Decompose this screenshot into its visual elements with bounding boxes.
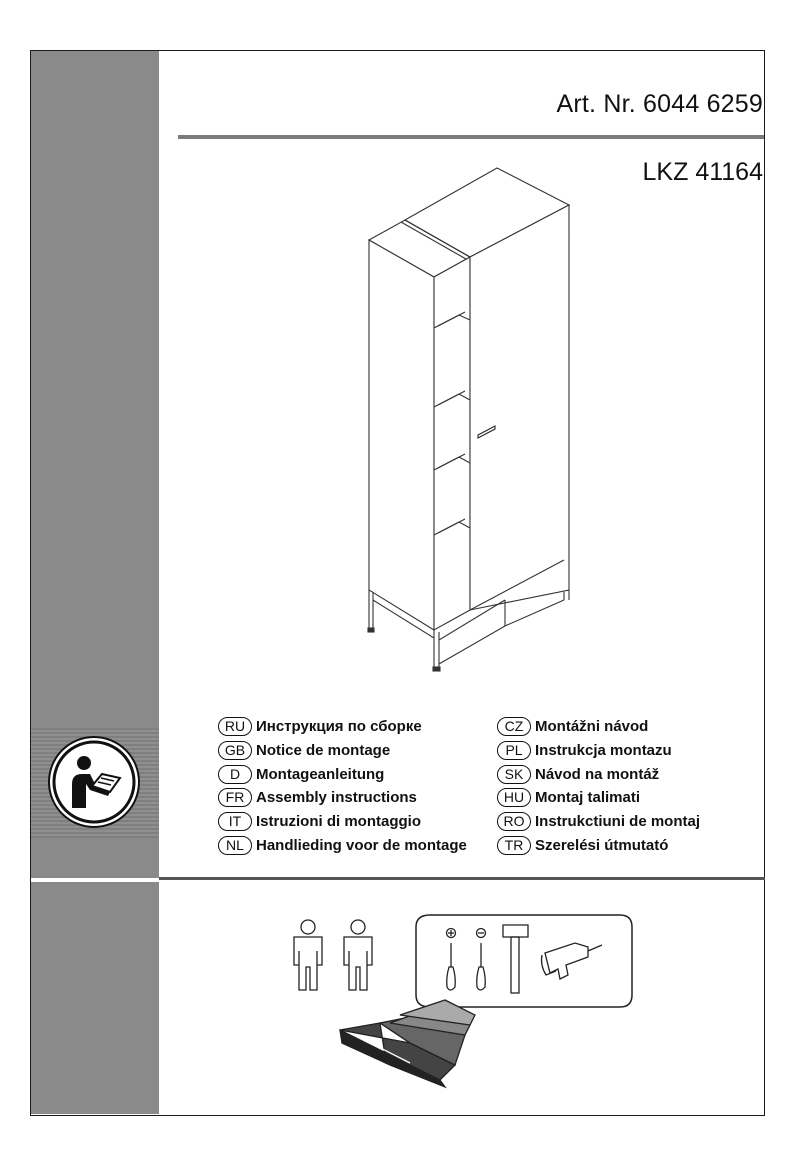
language-code-badge: NL [218, 836, 252, 855]
language-code-badge: PL [497, 741, 531, 760]
header-rule [178, 135, 764, 139]
language-label: Instrukctiuni de montaj [535, 813, 701, 831]
language-list-right [497, 715, 700, 857]
language-label: Instrukcja montazu [535, 742, 672, 760]
language-code-badge: GB [218, 741, 252, 760]
language-list-left [218, 715, 467, 857]
person-icon [344, 920, 372, 990]
language-code-badge: CZ [497, 717, 531, 736]
toolbox-icon [340, 1000, 475, 1087]
article-number: Art. Nr. 6044 6259 [556, 90, 763, 118]
section-rule [159, 877, 765, 880]
language-code-badge: HU [497, 788, 531, 807]
language-code-badge: RO [497, 812, 531, 831]
language-label: Montážni návod [535, 718, 649, 736]
list-item [218, 786, 467, 810]
language-code-badge: IT [218, 812, 252, 831]
language-label: Istruzioni di montaggio [256, 813, 421, 831]
list-item [497, 810, 700, 834]
model-code: LKZ 41164 [642, 158, 763, 186]
list-item [497, 833, 700, 857]
language-code-badge: TR [497, 836, 531, 855]
sidebar-bottom-panel [31, 882, 159, 1114]
language-code-badge: RU [218, 717, 252, 736]
list-item [497, 715, 700, 739]
language-label: Assembly instructions [256, 789, 417, 807]
list-item [218, 715, 467, 739]
list-item [218, 833, 467, 857]
language-label: Notice de montage [256, 742, 391, 760]
language-code-badge: SK [497, 765, 531, 784]
language-label: Handlieding voor de montage [256, 836, 467, 854]
language-code-badge: D [218, 765, 252, 784]
list-item [218, 810, 467, 834]
list-item [218, 739, 467, 763]
tools-illustration [270, 905, 650, 1090]
list-item [218, 762, 467, 786]
language-label: Szerelési útmutató [535, 836, 669, 854]
language-label: Инструкция по сборке [256, 718, 422, 736]
list-item [497, 762, 700, 786]
read-manual-icon [46, 734, 142, 830]
list-item [497, 739, 700, 763]
language-code-badge: FR [218, 788, 252, 807]
language-label: Montageanleitung [256, 765, 385, 783]
language-label: Návod na montáž [535, 765, 660, 783]
cabinet-illustration [355, 160, 595, 680]
person-icon [294, 920, 322, 990]
language-label: Montaj talimati [535, 789, 641, 807]
list-item [497, 786, 700, 810]
